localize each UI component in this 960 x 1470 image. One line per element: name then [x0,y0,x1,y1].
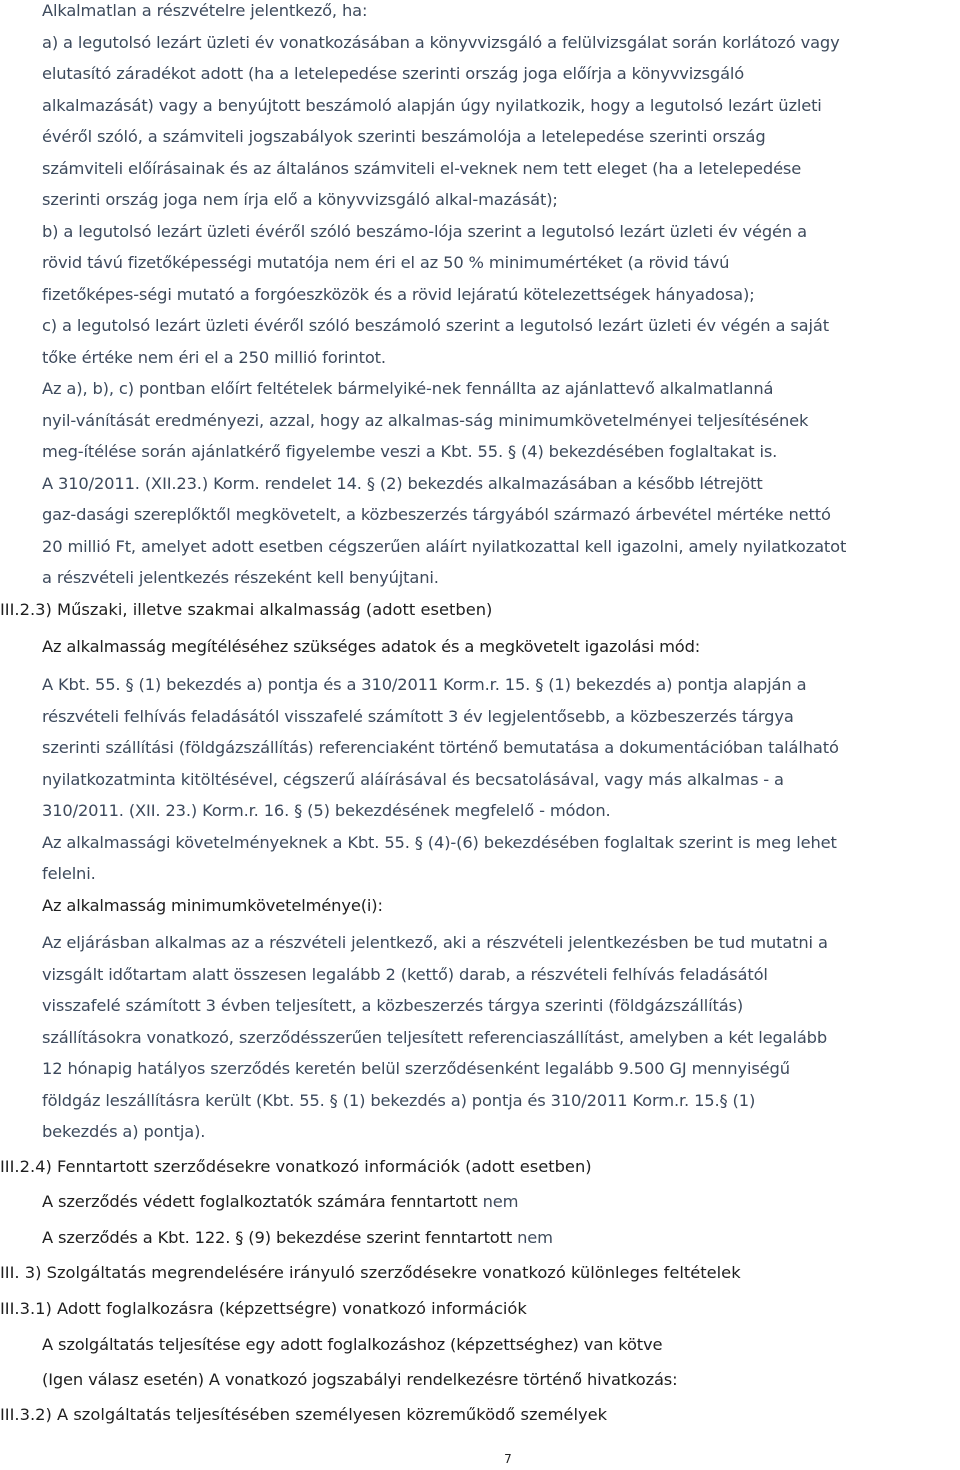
section-number: III. 3) [0,1263,42,1282]
text-line: alkalmazását) vagy a benyújtott beszámoló alapján úgy nyilatkozik, hogy a legutolsó lezárt üzleti [42,95,822,115]
section-number: III.3.2) [0,1405,52,1424]
text-line: szerinti ország joga nem írja elő a könyvvizsgáló alkal-mazását); [42,190,558,209]
text-line: Az eljárásban alkalmas az a részvételi jelentkező, aki a részvételi jelentkezésben be tud mutatni a [42,933,828,952]
text-line: szerinti szállítási (földgázszállítás) referenciaként történő bemutatása a dokumentációban található [42,738,839,757]
reserved-value: nem [482,1192,519,1211]
section-title: Szolgáltatás megrendelésére irányuló szerződésekre vonatkozó különleges feltételek [46,1263,741,1282]
text-line: b) a legutolsó lezárt üzleti évéről szóló beszámo-lója szerint a legutolsó lezárt üzleti év végén a [42,221,807,241]
reserved-label: A szerződés védett foglalkoztatók számára fenntartott [42,1192,478,1211]
text-line: rövid távú fizetőképességi mutatója nem éri el az 50 % minimumértéket (a rövid távú [42,253,730,272]
text-line: a) a legutolsó lezárt üzleti év vonatkozásában a könyvvizsgáló a felülvizsgálat során korlátozó vagy [42,32,840,52]
text-line: részvételi felhívás feladásától visszafelé számított 3 év legjelentősebb, a közbeszerzés tárgya [42,706,794,726]
text-line: 12 hónapig hatályos szerződés keretén belül szerződésenként legalább 9.500 GJ mennyiségű [42,1059,790,1078]
section-number: III.2.4) [0,1157,52,1176]
text-line: felelni. [42,864,96,883]
section-heading-3-3-1 [0,1299,527,1318]
reserved-label: A szerződés a Kbt. 122. § (9) bekezdése szerint fenntartott [42,1228,513,1247]
text-line: Az a), b), c) pontban előírt feltételek bármelyiké-nek fennállta az ajánlattevő alkalmatlanná [42,379,774,398]
reserved-value: nem [517,1228,553,1247]
text-line: bekezdés a) pontja). [42,1122,206,1141]
text-line: nyilatkozatminta kitöltésével, cégszerű aláírásával és becsatolásával, vagy más alkalmas - a [42,769,784,789]
text-line: évéről szóló, a számviteli jogszabályok szerinti beszámolója a letelepedése szerinti ország [42,127,766,146]
text-line: Az alkalmassági követelményeknek a Kbt. 55. § (4)-(6) bekezdésében foglaltak szerint is meg lehet [42,832,837,852]
text-line: meg-ítélése során ajánlatkérő figyelembe veszi a Kbt. 55. § (4) bekezdésében foglaltakat is. [42,442,778,461]
text-line: A szolgáltatás teljesítése egy adott foglalkozáshoz (képzettséghez) van kötve [42,1335,663,1354]
text-line: elutasító záradékot adott (ha a letelepedése szerinti ország joga előírja a könyvvizsgáló [42,64,745,83]
text-line: 20 millió Ft, amelyet adott esetben cégszerűen aláírt nyilatkozattal kell igazolni, amely nyilatkozatot [42,536,847,556]
text-line: a részvételi jelentkezés részeként kell benyújtani. [42,568,439,587]
section-heading-3-3-2 [0,1405,607,1424]
section-heading-3-2-3 [0,600,492,619]
page-number: 7 [504,1452,512,1466]
text-line: nyil-vánítását eredményezi, azzal, hogy az alkalmas-ság minimumkövetelményei teljesítésének [42,410,809,430]
section-heading-3-2-4 [0,1157,592,1176]
reserved-contract-line [42,1192,518,1211]
reserved-contract-line [42,1228,553,1247]
text-line: földgáz leszállításra került (Kbt. 55. § (1) bekezdés a) pontja és 310/2011 Korm.r. 15.§ (1) [42,1090,756,1110]
subheading: Az alkalmasság minimumkövetelménye(i): [42,896,383,915]
text-line: számviteli előírásainak és az általános számviteli el-veknek nem tett eleget (ha a letelepedése [42,158,802,178]
text-line: tőke értéke nem éri el a 250 millió forintot. [42,347,386,367]
text-line: A 310/2011. (XII.23.) Korm. rendelet 14. § (2) bekezdés alkalmazásában a később létrejött [42,473,763,493]
section-title: A szolgáltatás teljesítésében személyesen közreműködő személyek [57,1405,608,1424]
section-heading-3-3 [0,1263,741,1282]
section-number: III.2.3) [0,600,52,619]
suitability-criteria-block [42,0,957,594]
section-title: Adott foglalkozásra (képzettségre) vonatkozó információk [57,1299,527,1318]
text-line: A Kbt. 55. § (1) bekezdés a) pontja és a 310/2011 Korm.r. 15. § (1) bekezdés a) pontja alapján a [42,675,807,694]
section-number: III.3.1) [0,1299,52,1318]
subheading: Az alkalmasság megítéléséhez szükséges adatok és a megkövetelt igazolási mód: [42,637,701,656]
text-line: visszafelé számított 3 évben teljesített, a közbeszerzés tárgya szerinti (földgázszállítás) [42,996,744,1015]
text-line: szállításokra vonatkozó, szerződésszerűen teljesített referenciaszállítást, amelyben a két legalább [42,1027,828,1047]
text-line: 310/2011. (XII. 23.) Korm.r. 16. § (5) bekezdésének megfelelő - módon. [42,801,611,820]
section-title: Műszaki, illetve szakmai alkalmasság (adott esetben) [57,600,493,619]
text-line: vizsgált időtartam alatt összesen legalább 2 (kettő) darab, a részvételi felhívás feladásától [42,964,768,984]
text-line: c) a legutolsó lezárt üzleti évéről szóló beszámoló szerint a legutolsó lezárt üzleti év végén a saját [42,316,829,335]
section-title: Fenntartott szerződésekre vonatkozó információk (adott esetben) [57,1157,592,1176]
text-line: gaz-dasági szereplőktől megkövetelt, a közbeszerzés tárgyából származó árbevétel mértéke nettó [42,505,831,524]
text-line: (Igen válasz esetén) A vonatkozó jogszabályi rendelkezésre történő hivatkozás: [42,1370,678,1389]
minimum-requirements-block [42,927,957,1148]
text-line: Alkalmatlan a részvételre jelentkező, ha: [42,1,368,20]
technical-capacity-block [42,669,957,890]
text-line: fizetőképes-ségi mutató a forgóeszközök és a rövid lejáratú kötelezettségek hányadosa); [42,284,755,304]
